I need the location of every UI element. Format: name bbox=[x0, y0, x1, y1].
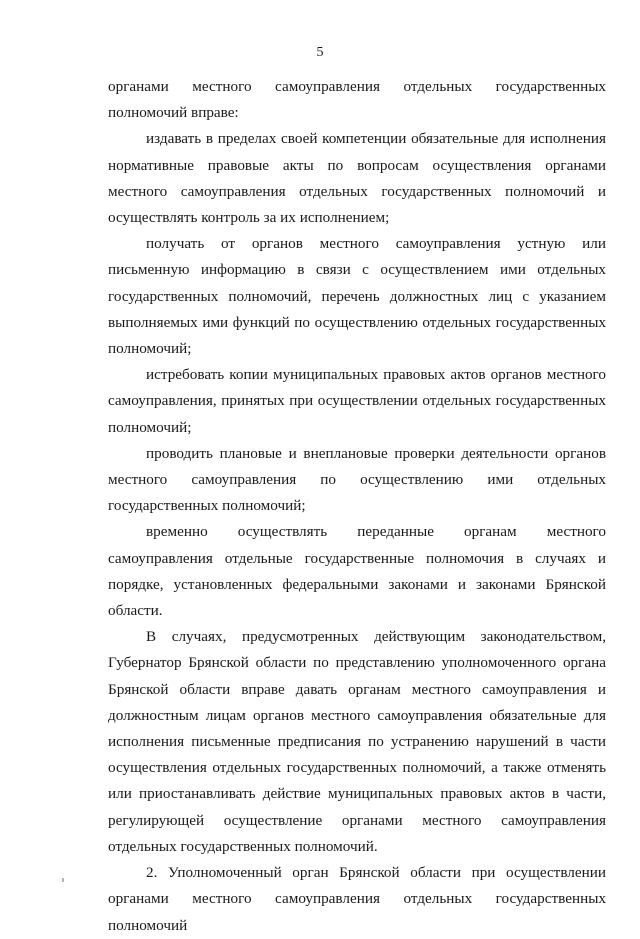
paragraph-receive-information: получать от органов местного самоуправления устную или письменную информацию в связи с осуществлением ими отдельных государственных полномочий, перечень должностных лиц с указанием выполняемых ими функций по осуществлению отдельных государственных полномочий; bbox=[108, 235, 606, 358]
paragraph-conduct-inspections: проводить плановые и внеплановые проверки деятельности органов местного самоуправления по осуществлению ими отдельных государственных полномочий; bbox=[108, 444, 606, 515]
paragraph-intro: органами местного самоуправления отдельных государственных полномочий вправе: bbox=[108, 78, 606, 122]
page-number: 5 bbox=[316, 45, 324, 60]
paragraph-temporary-exercise: временно осуществлять переданные органам местного самоуправления отдельные государственные полномочия в случаях и порядке, установленных федеральными законами и законами Брянской области. bbox=[108, 523, 606, 620]
paragraph-request-copies: истребовать копии муниципальных правовых актов органов местного самоуправления, принятых при осуществлении отдельных государственных полномочий; bbox=[108, 366, 606, 436]
paragraph-section-2: 2. Уполномоченный орган Брянской области при осуществлении органами местного самоуправления отдельных государственных полномочий bbox=[108, 864, 606, 934]
document-body bbox=[108, 74, 606, 939]
paragraph-issue-acts: издавать в пределах своей компетенции обязательные для исполнения нормативные правовые акты по вопросам осуществления органами местного самоуправления отдельных государственных полномочий и осуществлять контроль за их исполнением; bbox=[108, 130, 606, 227]
paragraph-governor-orders: В случаях, предусмотренных действующим законодательством, Губернатор Брянской области по представлению уполномоченного органа Брянской области вправе давать органам местного самоуправления и должностным лицам органов местного самоуправления обязательные для исполнения письменные предписания по устранению нарушений в части осуществления отдельных государственных полномочий, а также отменять или приостанавливать действие муниципальных правовых актов в части, регулирующей осуществление органами местного самоуправления отдельных государственных полномочий. bbox=[108, 628, 606, 855]
scan-artifact bbox=[62, 878, 64, 882]
